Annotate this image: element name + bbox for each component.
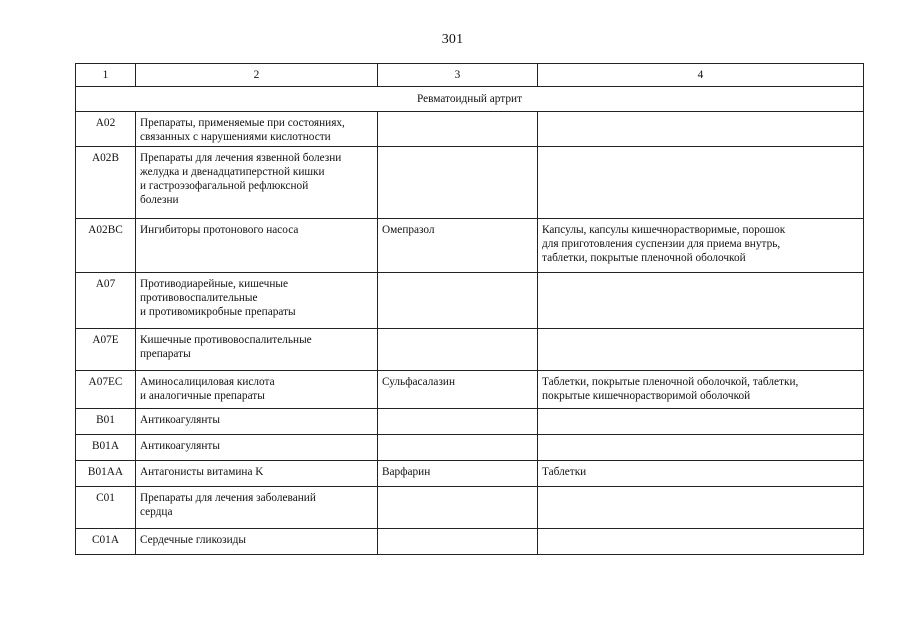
column-number: 2 [136, 64, 378, 87]
drug-name [378, 435, 538, 461]
dosage-form-text: Таблетки, покрытые пленочной оболочкой, таблетки, покрытые кишечнорастворимой оболочкой [542, 376, 799, 402]
group-name-text: Препараты для лечения заболеваний сердца [140, 492, 316, 518]
group-name [136, 529, 378, 555]
dosage-form [538, 409, 864, 435]
group-name-text: Кишечные противовоспалительные препараты [140, 334, 312, 360]
atc-code: A07 [76, 273, 136, 329]
drug-name: Сульфасалазин [378, 371, 538, 409]
column-number: 4 [538, 64, 864, 87]
group-name-text: Препараты, применяемые при состояниях, связанных с нарушениями кислотности [140, 117, 345, 143]
atc-code: C01 [76, 487, 136, 529]
drug-table [75, 63, 864, 555]
dosage-form [538, 461, 864, 487]
atc-code: A02B [76, 147, 136, 219]
table-row [76, 461, 864, 487]
group-name-text: Противодиарейные, кишечные противовоспалительные и противомикробные препараты [140, 278, 296, 318]
atc-code: A07EC [76, 371, 136, 409]
dosage-form [538, 147, 864, 219]
group-name [136, 435, 378, 461]
atc-code: C01A [76, 529, 136, 555]
atc-code: A02 [76, 112, 136, 147]
table-row [76, 219, 864, 273]
dosage-form [538, 371, 864, 409]
group-name-text: Ингибиторы протонового насоса [140, 224, 299, 236]
group-name-text: Препараты для лечения язвенной болезни желудка и двенадцатиперстной кишки и гастроэзофагальной рефлюксной болезни [140, 152, 342, 206]
drug-name: Варфарин [378, 461, 538, 487]
drug-name [378, 147, 538, 219]
group-name [136, 273, 378, 329]
table-row [76, 409, 864, 435]
group-name [136, 147, 378, 219]
atc-code: A02BC [76, 219, 136, 273]
group-name-text: Сердечные гликозиды [140, 534, 246, 546]
group-name-text: Аминосалициловая кислота и аналогичные препараты [140, 376, 275, 402]
group-name [136, 409, 378, 435]
group-name [136, 461, 378, 487]
drug-name [378, 329, 538, 371]
drug-name: Омепразол [378, 219, 538, 273]
section-row [76, 87, 864, 112]
atc-code: B01AA [76, 461, 136, 487]
atc-code: A07E [76, 329, 136, 371]
dosage-form [538, 112, 864, 147]
group-name [136, 219, 378, 273]
drug-name [378, 273, 538, 329]
group-name [136, 487, 378, 529]
atc-code: B01 [76, 409, 136, 435]
group-name-text: Антикоагулянты [140, 414, 220, 426]
atc-code: B01A [76, 435, 136, 461]
group-name-text: Антикоагулянты [140, 440, 220, 452]
dosage-form [538, 435, 864, 461]
table-row [76, 487, 864, 529]
column-number: 3 [378, 64, 538, 87]
column-number-row [76, 64, 864, 87]
drug-name [378, 112, 538, 147]
dosage-form [538, 329, 864, 371]
table-row [76, 273, 864, 329]
group-name [136, 112, 378, 147]
table-row [76, 529, 864, 555]
table-row [76, 329, 864, 371]
drug-name [378, 487, 538, 529]
group-name [136, 371, 378, 409]
dosage-form-text: Капсулы, капсулы кишечнорастворимые, порошок для приготовления суспензии для приема внутрь, таблетки, покрытые пленочной оболочкой [542, 224, 786, 264]
section-title: Ревматоидный артрит [76, 87, 864, 112]
dosage-form [538, 219, 864, 273]
table-row [76, 112, 864, 147]
dosage-form [538, 529, 864, 555]
table-row [76, 371, 864, 409]
table-row [76, 147, 864, 219]
dosage-form-text: Таблетки [542, 466, 587, 478]
drug-name [378, 529, 538, 555]
group-name-text: Антагонисты витамина K [140, 466, 264, 478]
group-name [136, 329, 378, 371]
drug-name [378, 409, 538, 435]
page-number: 301 [441, 32, 464, 47]
table-row [76, 435, 864, 461]
column-number: 1 [76, 64, 136, 87]
dosage-form [538, 487, 864, 529]
dosage-form [538, 273, 864, 329]
